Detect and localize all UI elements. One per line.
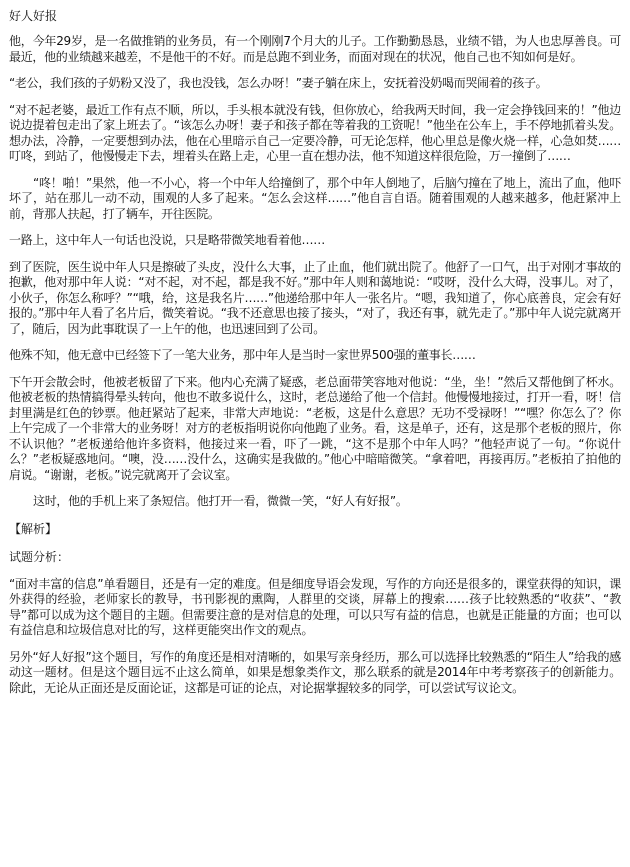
essay-paragraph: 一路上，这中年人一句话也没说，只是略带微笑地看着他…… <box>9 233 325 247</box>
essay-paragraph: 到了医院，医生说中年人只是擦破了头皮，没什么大事，止了止血，他们就出院了。他舒了一口气，出于对刚才事故的抱歉，他对那中年人说：“对不起，对不起，都是我不好。”那中年人则和蔼地说：“哎呀，没什么大碍，没事儿。对了，小伙子，你怎么称呼？”“哦，给，这是我名片……”他递给那中年人一张名片。“嗯，我知道了，你心底善良，定会有好报的。”那中年人看了名片后，微笑着说。“我不还意思也接了接头，“对了，我还有事，就先走了。”那中年人说完就离开了，随后，因为此事耽误了一上午的他，也迅速回到了公司。 <box>9 259 621 336</box>
analysis-paragraph: “面对丰富的信息”单看题目，还是有一定的难度。但是细度导语会发现，写作的方向还是很多的，课堂获得的知识，课外获得的经验，老师家长的教导，书刊影视的熏陶，人群里的交谈，屏幕上的搜索……孩子比较熟悉的“收获”、“教导”都可以成为这个题目的主题。但需要注意的是对信息的处理，可以只写有益的信息，也就是正能量的方面；也可以有益信息和垃圾信息对比的写，这样更能突出作文的观点。 <box>9 576 621 637</box>
essay-paragraph: “老公，我们孩的子奶粉又没了，我也没钱，怎么办呀！”妻子躺在床上，安抚着没奶喝而哭闹着的孩子。 <box>9 76 548 90</box>
essay-paragraph: “对不起老婆，最近工作有点不顺，所以，手头根本就没有钱，但你放心，给我两天时间，我一定会挣钱回来的！”他边说边提着包走出了家上班去了。“该怎么办呀！妻子和孩子都在等着我的工资呢！”他坐在公车上，手不停地抓着头发。想办法，冷静，一定要想到办法，他在心里暗示自己一定要冷静，可无论怎样，他心里总是像火烧一样，心急如焚……叮咚，到站了，他慢慢走下去，埋着头在路上走，心里一直在想办法，他不知道这样很危险，万一撞倒了…… <box>9 102 621 163</box>
essay-title: 好人好报 <box>9 9 58 23</box>
analysis-intro: 试题分析： <box>9 549 70 564</box>
essay-paragraph: 他殊不知，他无意中已经签下了一笔大业务，那中年人是当时一家世界500强的董事长…… <box>9 348 476 362</box>
essay-paragraph: 这时，他的手机上来了条短信。他打开一看，微微一笑，“好人有好报”。 <box>33 494 408 508</box>
essay-paragraph: “咚！啪！”果然，他一不小心，将一个中年人给撞倒了，那个中年人倒地了，后脑勺撞在了地上，流出了血，他吓坏了，站在那儿一动不动，围观的人多了起来。“怎么会这样……”他自言自语。随着围观的人越来越多，他赶紧冲上前，背那人扶起，打了辆车，开往医院。 <box>9 175 621 221</box>
essay-paragraph: 下午开会散会时，他被老板留了下来。他内心充满了疑惑，老总面带笑容地对他说：“坐，坐！”然后又帮他倒了杯水。他被老板的热情搞得晕头转向，他也不敢多说什么，这时，老总递给了他一个信封。他慢慢地接过，打开一看，呀！信封里满是红色的钞票。他赶紧站了起来，非常大声地说：“老板，这是什么意思？无功不受禄呀！”“嘿？你怎么了？你上午完成了一个非常大的业务呀！对方的老板指明说你向他跑了业务。看，这是单子，还有，这是那个老板的照片，你不认识他？”老板递给他许多资料，他接过来一看，吓了一跳，“这不是那个中年人吗？”他轻声说了一句。“你说什么？”老板疑惑地问。“噢，没……没什么，这确实是我做的。”他心中暗暗微笑。“拿着吧，再接再厉。”老板拍了拍他的肩说。“谢谢，老板。”说完就离开了会议室。 <box>9 374 621 482</box>
analysis-heading: 【解析】 <box>9 521 58 536</box>
analysis-paragraph: 另外“好人好报”这个题目，写作的角度还是相对清晰的，如果写亲身经历，那么可以选择比较熟悉的“陌生人”给我的感动这一题材。但是这个题目远不止这么简单，如果是想象类作文，那么联系的就是2014年中考考察孩子的创新能力。除此，无论从正面还是反面论证，这都是可证的论点，对论据掌握较多的同学，可以尝试写议论文。 <box>9 649 621 695</box>
essay-paragraph: 他，今年29岁，是一名做推销的业务员，有一个刚刚7个月大的儿子。工作勤勤恳恳，业绩不错，为人也忠厚善良。可最近，他的业绩越来越差，不是他干的不好。而是总跑不到业务，而面对现在的状况，他自己也不知如何是好。 <box>9 34 621 64</box>
